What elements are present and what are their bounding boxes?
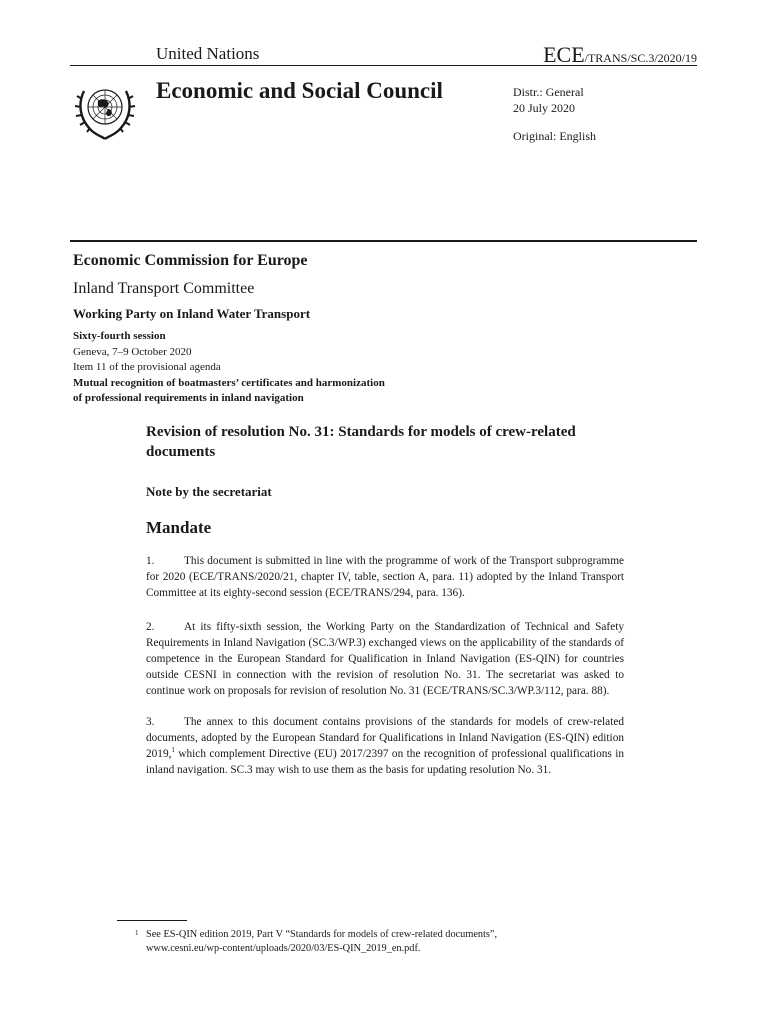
agenda-topic-line2: of professional requirements in inland navigation: [73, 392, 304, 404]
paragraph-text-continued: which complement Directive (EU) 2017/2397 on the recognition of professional qualifications in inland navigation. SC.3 may wish to use them as the basis for updating resolution No. 31.: [146, 748, 624, 776]
footnote-separator: [117, 920, 187, 921]
paragraph-number: 3.: [146, 716, 155, 728]
working-party-heading: Working Party on Inland Water Transport: [73, 306, 311, 321]
paragraph-text: At its fifty-sixth session, the Working Party on the Standardization of Technical and Safety Requirements in Inland Navigation (SC.3/WP.3) exchanged views on the applicability of the standards of competence in the European Standard for Qualification in Inland Navigation (ES-QIN) for countries outside CESNI in connection with the revision of resolution No. 31. The secretariat was asked to continue work on proposals for revision of resolution No. 31 (ECE/TRANS/SC.3/WP.3/112, para. 88).: [146, 621, 624, 697]
agenda-topic-line1: Mutual recognition of boatmasters’ certificates and harmonization: [73, 376, 385, 389]
paragraph-text: The annex to this document contains provisions of the standards for models of crew-related documents, adopted by the European Standard for Qualifications in Inland Navigation (ES-QIN) edition 2019,: [146, 716, 624, 760]
document-symbol: [543, 42, 697, 71]
paragraph-1: [146, 553, 624, 601]
footnote-url[interactable]: www.cesni.eu/wp-content/uploads/2020/03/ES-QIN_2019_en.pdf.: [146, 943, 421, 954]
commission-heading: Economic Commission for Europe: [73, 252, 308, 269]
footnote-text: See ES-QIN edition 2019, Part V “Standards for models of crew-related documents”,: [146, 929, 498, 940]
paragraph-2: [146, 619, 624, 699]
symbol-prefix: ECE: [543, 42, 585, 67]
document-title: Revision of resolution No. 31: Standards for models of crew-related documents: [146, 424, 576, 460]
document-date: 20 July 2020: [513, 101, 576, 115]
footnote-number: 1: [135, 929, 139, 937]
paragraph-number: 2.: [146, 621, 155, 633]
paragraph-3: [146, 714, 624, 778]
mandate-heading: Mandate: [146, 518, 212, 537]
org-name: United Nations: [156, 44, 260, 63]
session-info: [73, 329, 385, 407]
session-place-date: Geneva, 7–9 October 2020: [73, 345, 192, 358]
symbol-suffix: /TRANS/SC.3/2020/19: [584, 51, 697, 65]
council-name: Economic and Social Council: [156, 78, 443, 103]
original-language: Original: English: [513, 129, 596, 143]
paragraph-number: 1.: [146, 555, 155, 567]
section-divider: [70, 240, 697, 242]
paragraph-text: This document is submitted in line with the programme of work of the Transport subprogramme for 2020 (ECE/TRANS/2020/21, chapter IV, table, section A, para. 11) adopted by the Inland Transport Committee at its eighty-second session (ECE/TRANS/294, para. 136).: [146, 555, 624, 599]
session-name: Sixty-fourth session: [73, 330, 166, 342]
un-emblem-logo: [70, 77, 140, 143]
committee-heading: Inland Transport Committee: [73, 280, 255, 297]
footnote: [117, 928, 637, 956]
distribution-block: [513, 84, 584, 116]
distribution: Distr.: General: [513, 85, 584, 99]
note-by-secretariat: Note by the secretariat: [146, 484, 272, 499]
agenda-item: Item 11 of the provisional agenda: [73, 361, 221, 373]
footnote-reference[interactable]: 1: [171, 746, 175, 755]
